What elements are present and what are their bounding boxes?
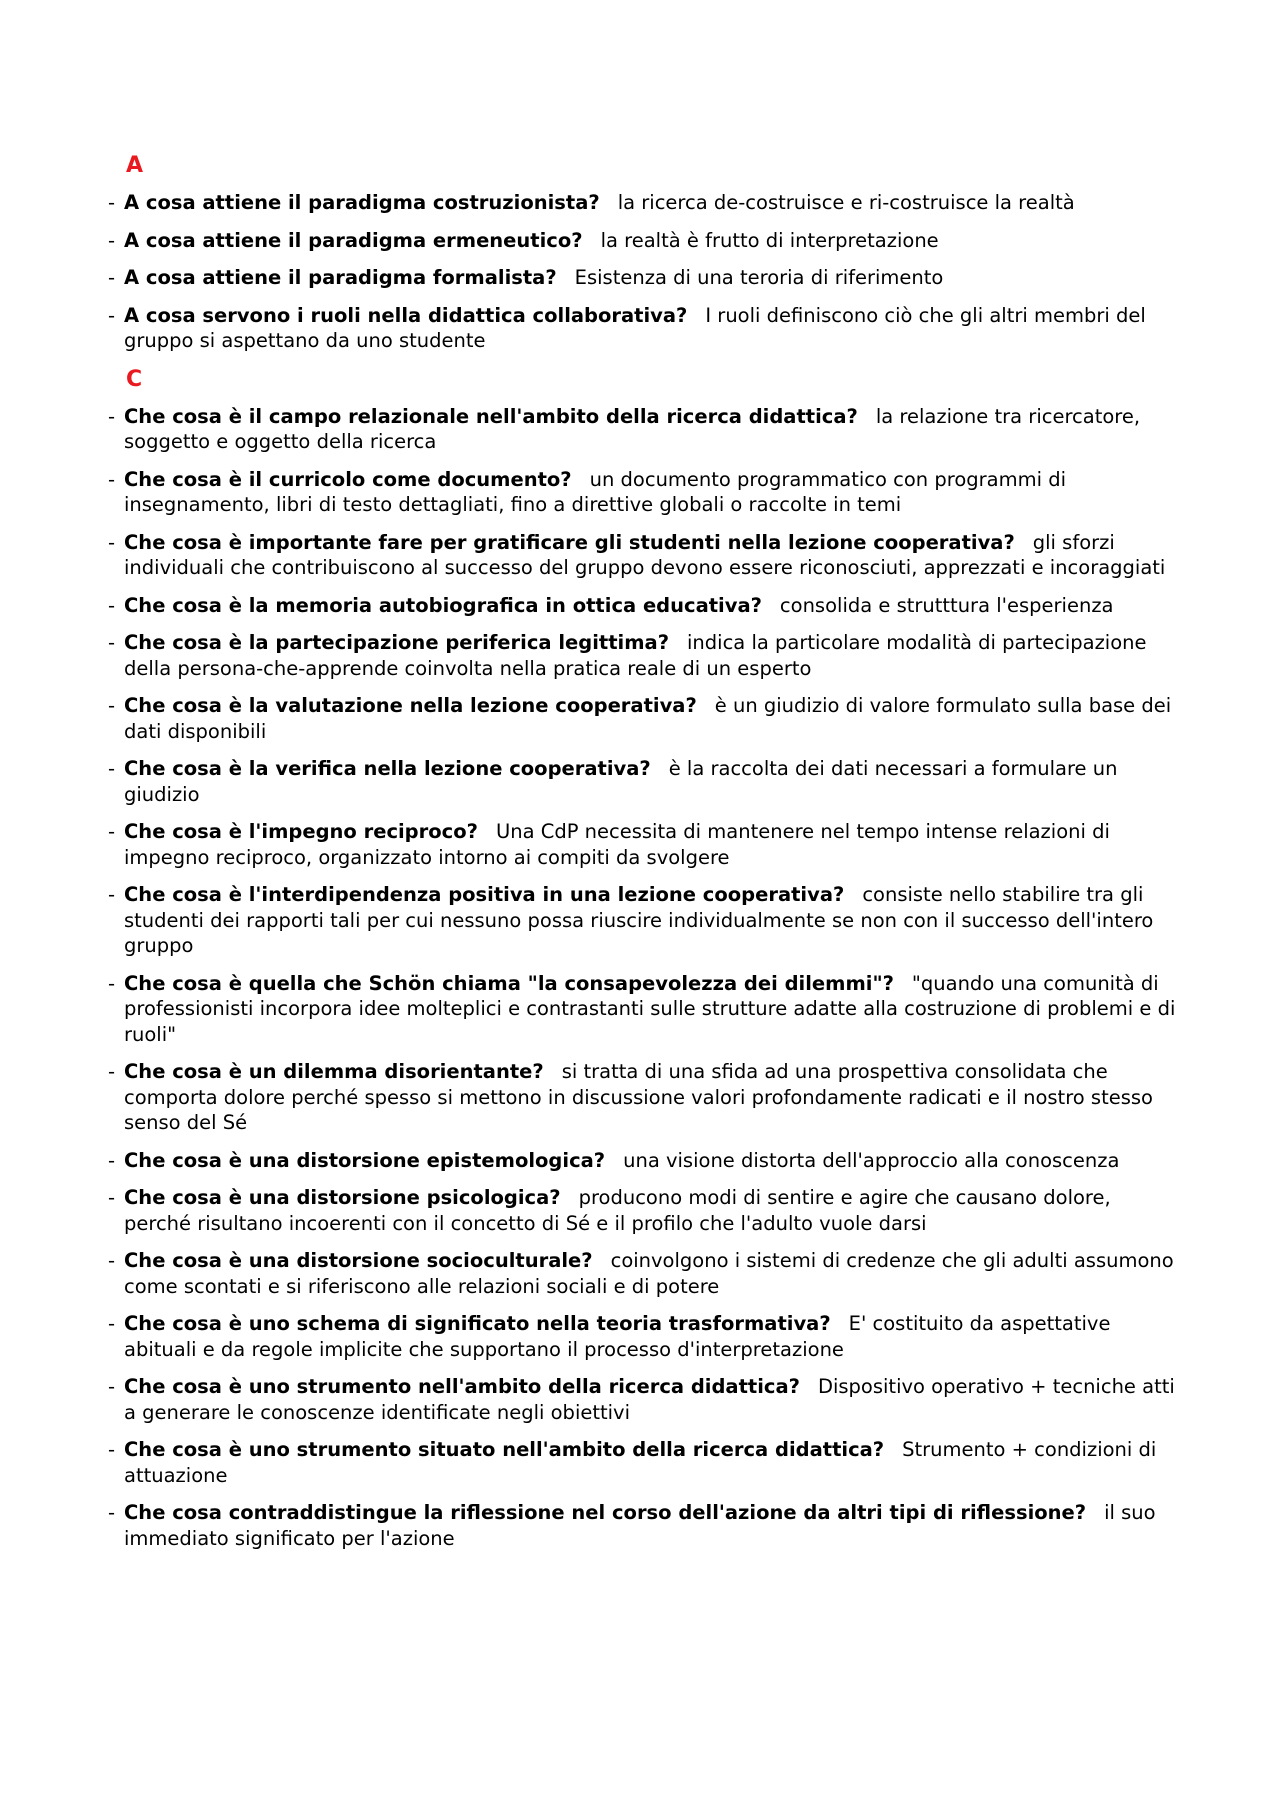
- question-text: Che cosa è una distorsione epistemologica?: [124, 1148, 606, 1172]
- qa-list: [108, 190, 1180, 354]
- list-bullet-dash: -: [108, 191, 116, 214]
- answer-text: è la raccolta dei dati necessari a formulare un giudizio: [124, 757, 1118, 806]
- list-bullet-dash: -: [108, 631, 116, 654]
- list-item: [108, 303, 1180, 354]
- answer-text: "quando una comunità di professionisti incorpora idee molteplici e contrastanti sulle strutture adatte alla costruzione di problemi e di ruoli": [124, 971, 1176, 1046]
- question-text: Che cosa è una distorsione socioculturale?: [124, 1249, 593, 1272]
- list-bullet-dash: -: [108, 971, 116, 995]
- list-bullet-dash: -: [108, 883, 116, 906]
- question-text: A cosa servono i ruoli nella didattica collaborativa?: [124, 303, 688, 327]
- list-bullet-dash: -: [108, 404, 116, 428]
- question-text: Che cosa è una distorsione psicologica?: [124, 1186, 561, 1209]
- question-text: Che cosa è uno strumento nell'ambito della ricerca didattica?: [124, 1375, 800, 1398]
- answer-text: E' costituito da aspettative abituali e da regole implicite che supportano il processo d'interpretazione: [124, 1312, 1111, 1361]
- question-text: Che cosa è la valutazione nella lezione cooperativa?: [124, 694, 697, 717]
- question-text: Che cosa è la partecipazione periferica legittima?: [124, 631, 670, 654]
- list-item: [108, 693, 1180, 744]
- list-item: [108, 1311, 1180, 1362]
- answer-text: una visione distorta dell'approccio alla conoscenza: [623, 1148, 1120, 1172]
- answer-text: Strumento + condizioni di attuazione: [124, 1438, 1157, 1487]
- answer-text: producono modi di sentire e agire che causano dolore, perché risultano incoerenti con il concetto di Sé e il profilo che l'adulto vuole darsi: [124, 1186, 1111, 1235]
- question-text: Che cosa è il campo relazionale nell'ambito della ricerca didattica?: [124, 404, 858, 428]
- question-text: Che cosa è uno strumento situato nell'ambito della ricerca didattica?: [124, 1438, 885, 1461]
- answer-text: Dispositivo operativo + tecniche atti a generare le conoscenze identificate negli obiettivi: [124, 1375, 1175, 1424]
- list-item: [108, 190, 1180, 216]
- list-item: [108, 1148, 1180, 1174]
- question-text: A cosa attiene il paradigma ermeneutico?: [124, 228, 583, 252]
- list-item: [108, 1437, 1180, 1488]
- list-item: [108, 265, 1180, 291]
- list-bullet-dash: -: [108, 1375, 116, 1398]
- list-item: [108, 1500, 1180, 1551]
- question-text: Che cosa è importante fare per gratificare gli studenti nella lezione cooperativa?: [124, 530, 1015, 554]
- question-text: Che cosa è l'interdipendenza positiva in una lezione cooperativa?: [124, 883, 845, 906]
- question-text: Che cosa è un dilemma disorientante?: [124, 1060, 544, 1083]
- question-text: Che cosa è la verifica nella lezione cooperativa?: [124, 757, 651, 780]
- answer-text: Esistenza di una teroria di riferimento: [574, 266, 944, 289]
- list-bullet-dash: -: [108, 467, 116, 491]
- list-bullet-dash: -: [108, 1060, 116, 1083]
- list-bullet-dash: -: [108, 1501, 116, 1524]
- question-text: A cosa attiene il paradigma costruzionista?: [124, 191, 600, 214]
- answer-text: coinvolgono i sistemi di credenze che gli adulti assumono come scontati e si riferiscono alle relazioni sociali e di potere: [124, 1249, 1174, 1298]
- list-bullet-dash: -: [108, 1148, 116, 1172]
- question-text: Che cosa è il curricolo come documento?: [124, 467, 572, 491]
- answer-text: consiste nello stabilire tra gli studenti dei rapporti tali per cui nessuno possa riuscire individualmente se non con il successo dell'intero gruppo: [124, 883, 1154, 957]
- list-bullet-dash: -: [108, 266, 116, 289]
- document-body: [108, 152, 1180, 1563]
- list-item: [108, 819, 1180, 870]
- answer-text: gli sforzi individuali che contribuiscono al successo del gruppo devono essere riconosciuti, apprezzati e incoraggiati: [124, 530, 1166, 579]
- list-item: [108, 756, 1180, 807]
- answer-text: indica la particolare modalità di partecipazione della persona-che-apprende coinvolta nella pratica reale di un esperto: [124, 631, 1147, 680]
- answer-text: I ruoli definiscono ciò che gli altri membri del gruppo si aspettano da uno studente: [124, 303, 1146, 352]
- answer-text: la relazione tra ricercatore, soggetto e oggetto della ricerca: [124, 404, 1141, 453]
- question-text: Che cosa contraddistingue la riflessione nel corso dell'azione da altri tipi di riflessione?: [124, 1501, 1087, 1524]
- list-bullet-dash: -: [108, 228, 116, 252]
- list-item: [108, 467, 1180, 518]
- list-item: [108, 971, 1180, 1048]
- answer-text: Una CdP necessita di mantenere nel tempo intense relazioni di impegno reciproco, organizzato intorno ai compiti da svolgere: [124, 820, 1110, 869]
- list-bullet-dash: -: [108, 303, 116, 327]
- list-item: [108, 882, 1180, 959]
- list-bullet-dash: -: [108, 1312, 116, 1335]
- list-item: [108, 1248, 1180, 1299]
- list-item: [108, 404, 1180, 455]
- section-heading-a: A: [126, 153, 144, 178]
- list-item: [108, 630, 1180, 681]
- answer-text: il suo immediato significato per l'azione: [124, 1501, 1156, 1550]
- list-item: [108, 1374, 1180, 1425]
- list-item: [108, 1059, 1180, 1136]
- list-item: [108, 593, 1180, 619]
- question-text: Che cosa è l'impegno reciproco?: [124, 820, 478, 843]
- list-bullet-dash: -: [108, 593, 116, 617]
- list-bullet-dash: -: [108, 530, 116, 554]
- answer-text: si tratta di una sfida ad una prospettiva consolidata che comporta dolore perché spesso si mettono in discussione valori profondamente radicati e il nostro stesso senso del Sé: [124, 1060, 1153, 1134]
- list-bullet-dash: -: [108, 757, 116, 780]
- list-item: [108, 228, 1180, 254]
- answer-text: la realtà è frutto di interpretazione: [600, 228, 939, 252]
- answer-text: consolida e strutttura l'esperienza: [779, 593, 1114, 617]
- list-item: [108, 1185, 1180, 1236]
- list-bullet-dash: -: [108, 820, 116, 843]
- list-bullet-dash: -: [108, 1249, 116, 1272]
- list-bullet-dash: -: [108, 1186, 116, 1209]
- answer-text: è un giudizio di valore formulato sulla base dei dati disponibili: [124, 694, 1172, 743]
- question-text: Che cosa è quella che Schön chiama "la consapevolezza dei dilemmi"?: [124, 971, 894, 995]
- list-item: [108, 530, 1180, 581]
- list-bullet-dash: -: [108, 1438, 116, 1461]
- qa-list: [108, 404, 1180, 1552]
- list-bullet-dash: -: [108, 694, 116, 717]
- question-text: Che cosa è la memoria autobiografica in ottica educativa?: [124, 593, 762, 617]
- question-text: A cosa attiene il paradigma formalista?: [124, 266, 557, 289]
- question-text: Che cosa è uno schema di significato nella teoria trasformativa?: [124, 1312, 831, 1335]
- section-heading-c: C: [126, 366, 143, 392]
- answer-text: un documento programmatico con programmi di insegnamento, libri di testo dettagliati, fino a direttive globali o raccolte in temi: [124, 467, 1067, 516]
- answer-text: la ricerca de-costruisce e ri-costruisce la realtà: [617, 191, 1075, 214]
